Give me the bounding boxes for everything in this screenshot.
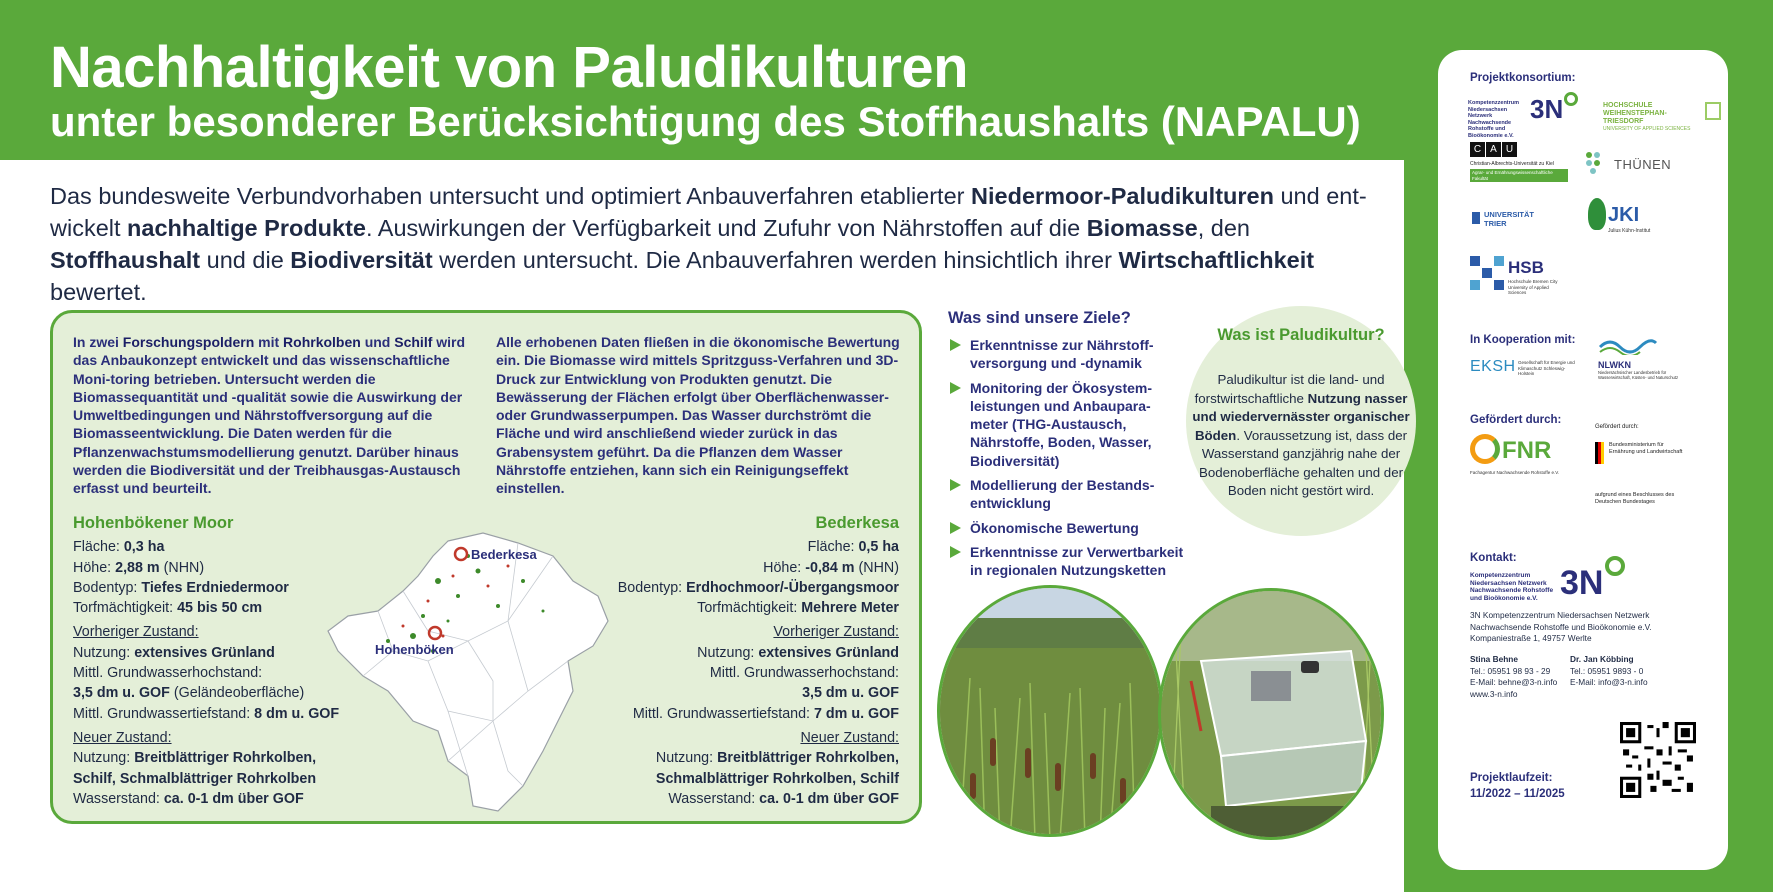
paludikultur-text: Paludikultur ist die land- und forstwirtschaftliche Nutzung nasser und wiedervernässter organischer Böden. Voraussetzung ist, dass der Wasserstand ganzjährig nahe der Bodenoberfläche gehalten und der Boden nicht gestört wird. xyxy=(1192,372,1410,498)
triangle-bullet-icon xyxy=(950,546,961,558)
site-title: Bederkesa xyxy=(815,514,899,532)
partner-card xyxy=(1438,50,1728,870)
goal-item: Modellierung der Bestands-entwicklung xyxy=(948,476,1188,513)
lower-saxony-map xyxy=(318,521,618,821)
logo-3n: Kompetenzzentrum Niedersachsen Netzwerk Nachwachsende Rohstoffe und Bioökonomie e.V. 3N xyxy=(1468,92,1578,132)
runtime-label: Projektlaufzeit: xyxy=(1470,772,1553,784)
goal-item: Erkenntnisse zur Nährstoff-versorgung und -dynamik xyxy=(948,336,1188,373)
paludikultur-circle xyxy=(1186,306,1416,536)
logo-cau: C A U Christian-Albrechts-Universität zu Kiel Agrar- und Ernährungswissenschaftliche Fakultät xyxy=(1470,142,1570,192)
funded-label: Gefördert durch: xyxy=(1470,414,1562,426)
contact-person-1: Stina Behne Tel.: 05951 98 93 - 29 E-Mail: behne@3-n.info www.3-n.info xyxy=(1470,654,1558,699)
intro-text: Das bundesweite Verbundvorhaben untersucht und optimiert Anbauverfahren etablierter Niedermoor-Paludikulturen und ent-wickelt nachhaltige Produkte. Auswirkungen der Verfügbarkeit und Zufuhr von Nährstoffen auf die Biomasse, den Stoffhaushalt und die Biodiversität werden untersucht. Die Anbauverfahren werden hinsichtlich ihrer Wirtschaftlichkeit bewertet. xyxy=(50,183,1367,305)
research-paragraph-left: In zwei Forschungspoldern mit Rohrkolben und Schilf wird das Anbaukonzept entwickelt und das wissenschaftliche Moni-toring betrieben. Untersucht werden die Biomassequantität und -qualität sowie die Auswirkung der Umweltbedingungen und Nährstoffversorgung auf die Biomasseentwicklung. Die Daten werden für die Pflanzenwachstumsmodellierung genutzt. Darüber hinaus werden die Biodiversität und der Treibhausgas-Austausch erfasst und beurteilt. xyxy=(73,334,466,497)
map-outline xyxy=(328,533,608,811)
logo-eksh: EKSH Gesellschaft für Energie und Klimaschutz Schleswig-Holstein xyxy=(1470,358,1575,376)
goal-item: Ökonomische Bewertung xyxy=(948,519,1188,537)
photo-measurement-chamber xyxy=(1158,588,1384,840)
map-label-hohenboeken: Hohenböken xyxy=(375,642,454,657)
research-paragraph-right: Alle erhobenen Daten fließen in die ökonomische Bewertung ein. Die Biomasse wird mittels Spritzguss-Verfahren und 3D-Druck zur Entwicklung von Produkten genutzt. Die Bewässerung der Flächen erfolgt über Oberflächenwasser- oder Grundwasserpumpen. Das Wasser durchströmt die Fläche und wird anschließend wieder zurück in das Grabensystem geführt. Da die Pflanzen dem Wasser Nährstoffe entziehen, kann sich ein Reinigungseffekt einstellen. xyxy=(496,334,900,497)
nlwkn-wave-icon xyxy=(1598,335,1658,355)
site-hohenboeken: Hohenbökener Moor Fläche: 0,3 ha Höhe: 2,88 m (NHN) Bodentyp: Tiefes Erdniedermoor Torfmächtigkeit: 45 bis 50 cm Vorheriger Zustand: Nutzung: extensives Grünland Mittl. Grundwasserhochstand: 3,5 dm u. GOF (Geländeoberfläche) Mittl. Grundwassertiefstand: 8 dm u. GOF Neuer Zustand: Nutzung: Breitblättriger Rohrkolben, Schilf, Schmalblättriger Rohrkolben Wasserstand: ca. 0-1 dm über GOF xyxy=(73,513,413,809)
goal-item: Monitoring der Ökosystem-leistungen und Anbaupara-meter (THG-Austausch, Nährstoffe, Boden, Wasser, Biodiversität) xyxy=(948,379,1188,470)
logo-thuenen: THÜNEN xyxy=(1586,152,1696,178)
contact-label: Kontakt: xyxy=(1470,552,1517,564)
photo-cattail-field xyxy=(937,585,1163,837)
triangle-bullet-icon xyxy=(950,479,961,491)
logo-fnr: FNR Fachagentur Nachwachsende Rohstoffe e.V. xyxy=(1470,434,1580,484)
logo-jki: JKI Julius Kühn-Institut xyxy=(1588,198,1688,238)
triangle-bullet-icon xyxy=(950,382,961,394)
goals-section xyxy=(948,309,1188,586)
contact-address: 3N Kompetenzzentrum Niedersachsen Netzwerk Nachwachsende Rohstoffe und Bioökonomie e.V. Kompaniestraße 1, 49757 Werlte xyxy=(1470,610,1652,643)
page-title: Nachhaltigkeit von Paludikulturen xyxy=(50,35,969,100)
site-bederkesa: Bederkesa Fläche: 0,5 ha Höhe: -0,84 m (NHN) Bodentyp: Erdhochmoor/-Übergangsmoor Torfmächtigkeit: Mehrere Meter Vorheriger Zustand: Nutzung: extensives Grünland Mittl. Grundwasserhochstand: 3,5 dm u. GOF Mittl. Grundwassertiefstand: 7 dm u. GOF Neuer Zustand: Nutzung: Breitblättriger Rohrkolben, Schmalblättriger Rohrkolben, Schilf Wasserstand: ca. 0-1 dm über GOF xyxy=(599,513,899,809)
logo-hsb: HSB Hochschule Bremen City University of Applied Sciences xyxy=(1470,256,1580,296)
research-box xyxy=(50,310,922,824)
page-subtitle: unter besonderer Berücksichtigung des Stoffhaushalts (NAPALU) xyxy=(50,98,1361,145)
logo-hswt: HOCHSCHULE WEIHENSTEPHAN-TRIESDORF UNIVERSITY OF APPLIED SCIENCES xyxy=(1603,102,1721,128)
hsb-mark-icon xyxy=(1470,256,1504,290)
site-title: Hohenbökener Moor xyxy=(73,514,234,532)
triangle-bullet-icon xyxy=(950,339,961,351)
consortium-label: Projektkonsortium: xyxy=(1470,72,1576,84)
qr-code-icon[interactable] xyxy=(1620,722,1696,798)
logo-nlwkn: NLWKN Niedersächsischer Landesbetrieb für Wasserwirtschaft, Küsten- und Naturschutz xyxy=(1598,335,1708,390)
runtime-value: 11/2022 – 11/2025 xyxy=(1470,788,1565,800)
goal-item: Erkenntnisse zur Verwertbarkeit in regionalen Nutzungsketten xyxy=(948,543,1188,580)
triangle-bullet-icon xyxy=(950,522,961,534)
goals-title: Was sind unsere Ziele? xyxy=(948,309,1131,327)
logo-uni-trier: UNIVERSITÄT TRIER xyxy=(1472,210,1562,232)
logo-bmel: Gefördert durch: Bundesministerium für Ernährung und Landwirtschaft aufgrund eines Beschlusses des Deutschen Bundestages xyxy=(1595,424,1683,505)
logo-3n-contact: Kompetenzzentrum Niedersachsen Netzwerk Nachwachsende Rohstoffe und Bioökonomie e.V. 3N xyxy=(1470,554,1650,604)
paludikultur-title: Was ist Paludikultur? xyxy=(1217,326,1385,344)
map-label-bederkesa: Bederkesa xyxy=(471,547,537,562)
cooperation-label: In Kooperation mit: xyxy=(1470,334,1576,346)
contact-person-2: Dr. Jan Köbbing Tel.: 05951 9893 - 0 E-Mail: info@3-n.info xyxy=(1570,654,1648,687)
